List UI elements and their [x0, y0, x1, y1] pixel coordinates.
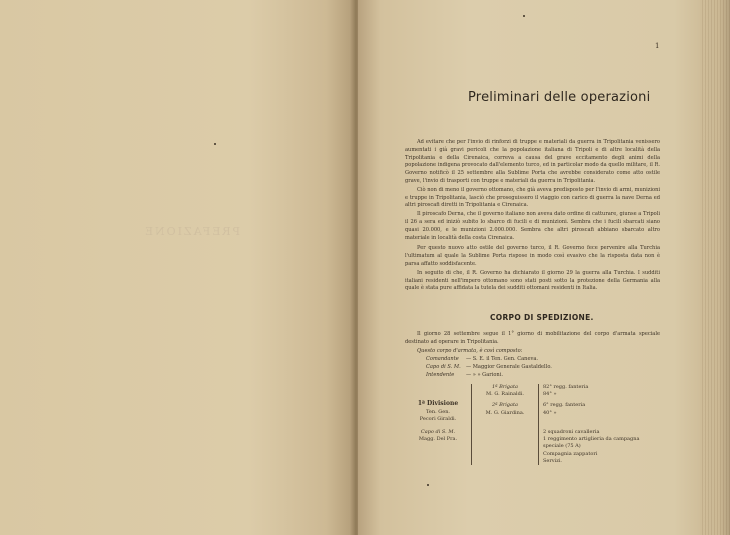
speck: [523, 15, 525, 17]
section-intro: [405, 331, 660, 356]
division-table: 1ª Brigata M. G. Rainaldi. 82° regg. fanteria 84° » 1ª Divisione Ten. Gen. Pecori Giraldi. 2ª Brigata M. G. Giardina. 6° regg. fanteria 40° » Capo di S. M. Magg. Del Pra. 2 squadroni cavalleria 1 reggimento artiglieria da campagna speciale (75 A) Compagnia zappatori Servizi.: [405, 384, 657, 465]
speck: [427, 484, 429, 486]
command-list: [426, 356, 552, 379]
speck: [214, 143, 216, 145]
paragraph: Il piroscafo Derna, che il governo italiano non aveva dato ordine di catturare, giunse a Tripoli il 26 a sera ed iniziò subito lo sbarco di fucili e di munizioni. Sembra che i fucili sbarcati siano quasi 20.000, e le munizioni 2.000.000. Sembra che altri piroscafi abbiano sbarcato altro materiale in località della costa Cirenaica.: [405, 211, 660, 241]
body-text: [405, 139, 660, 294]
command-row: Intendente — » » Garioni.: [426, 371, 503, 378]
paragraph: Per questo nuovo atto ostile del governo turco, il R. Governo fece pervenire alla Turchia l'ultimatum al quale la Sublime Porta rispose in modo così evasivo che la risposta data non è parsa affatto soddisfacente.: [405, 245, 660, 267]
paragraph: Ad evitare che per l'invio di rinforzi di truppe e materiali da guerra in Tripolitania venissero aumentati i già gravi pericoli che la popolazione italiana di Tripoli e di altre località della Tripolitania e della Cirenaica, correva a causa del grave eccitamento degli animi della popolazione indigena provocato dall'elemento turco, ed in particolar modo da quello militare, il R. Governo notificò il 25 settembre alla Sublime Porta che avrebbe considerato come atto ostile grave, l'invio di trasporti con truppe e materiali da guerra in Tripolitania.: [405, 139, 660, 184]
paragraph: In seguito di che, il R. Governo ha dichiarato il giorno 29 la guerra alla Turchia. I sudditi italiani residenti nell'impero ottomano sono stati posti sotto la protezione della Germania alla quale è stata pure affidata la tutela dei sudditi ottomani residenti in Italia.: [405, 269, 660, 292]
command-row: Capo di S. M. — Maggior Generale Gastaldello.: [426, 363, 552, 370]
paragraph: Ciò non di meno il governo ottomano, che già aveva predisposto per l'invio di armi, munizioni e truppe in Tripolitania, lasciò che proseguissero il viaggio con carico di guerra la nave Derna ed altri piroscafi diretti in Tripolitania e Cirenaica.: [405, 186, 660, 209]
page-number: 1: [655, 42, 660, 50]
paragraph: Questo corpo d'armata, è così composto:: [417, 347, 523, 354]
command-row: Comandante — S. E. il Ten. Gen. Caneva.: [426, 356, 538, 362]
bleed-through-text: PREFAZIONE: [143, 225, 240, 238]
page-title: Preliminari delle operazioni: [468, 90, 651, 105]
paragraph: Il giorno 28 settembre segue il 1° giorno di mobilitazione del corpo d'armata speciale destinato ad operare in Tripolitania.: [405, 331, 660, 345]
left-page: [0, 0, 355, 535]
page-edges: [700, 0, 730, 535]
section-title: CORPO DI SPEDIZIONE.: [490, 313, 594, 322]
division-name: 1ª Divisione: [417, 400, 459, 408]
